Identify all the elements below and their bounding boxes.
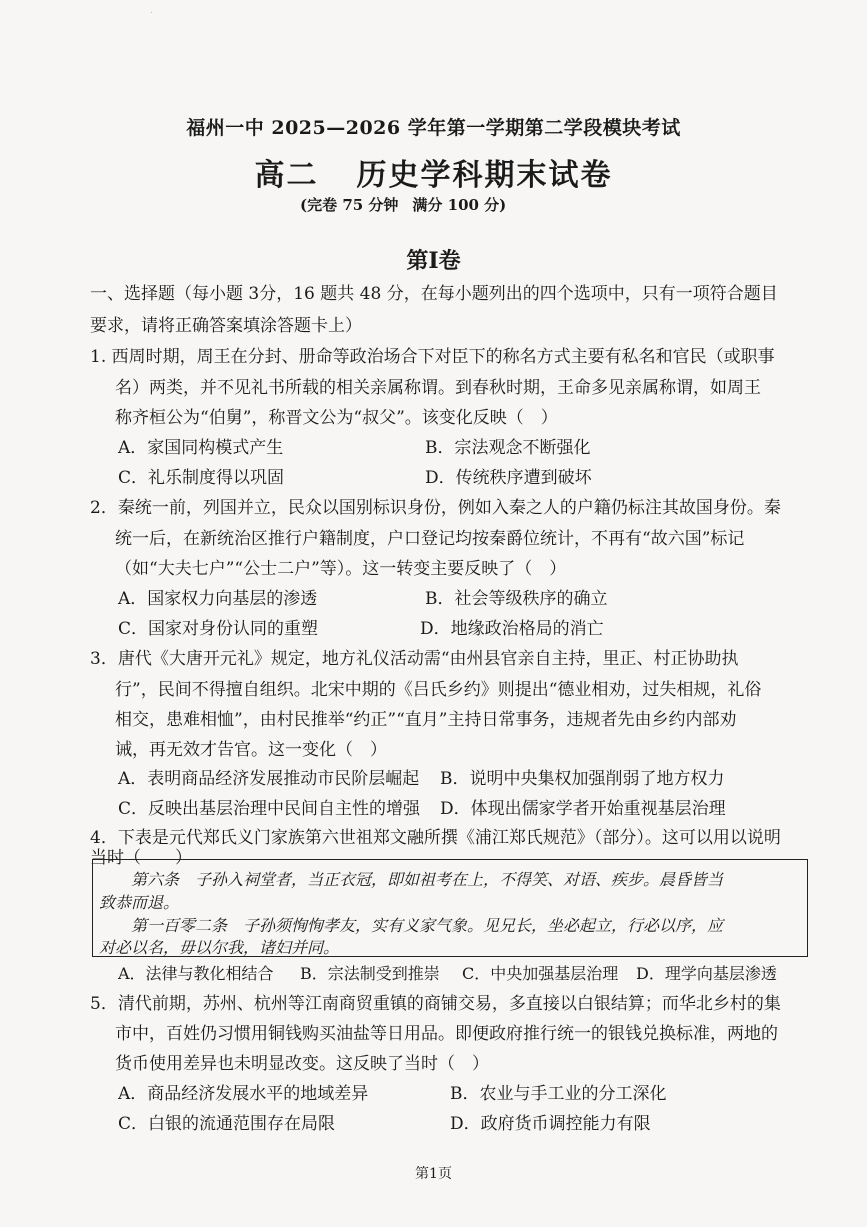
question-5-option-d[interactable]: D．政府货币调控能力有限	[450, 1114, 651, 1134]
question-5-line-2: 市中，百姓仍习惯用铜钱购买油盐等日用品。即便政府推行统一的银钱兑换标准，两地的	[115, 1024, 778, 1044]
question-1-line-1: 1. 西周时期，周王在分封、册命等政治场合下对臣下的称名方式主要有私名和官民（或职事	[90, 347, 775, 367]
volume-heading: 第Ⅰ卷	[406, 248, 461, 274]
question-5-option-b[interactable]: B．农业与手工业的分工深化	[450, 1084, 667, 1104]
question-5-line-1: 5．清代前期，苏州、杭州等江南商贸重镇的商铺交易，多直接以白银结算；而华北乡村的集	[90, 994, 781, 1014]
question-4-option-d[interactable]: D．理学向基层渗透	[636, 964, 777, 983]
question-2-option-c[interactable]: C．国家对身份认同的重塑	[118, 619, 319, 639]
question-1-option-b[interactable]: B．宗法观念不断强化	[425, 438, 591, 458]
question-3-option-b[interactable]: B．说明中央集权加强削弱了地方权力	[440, 769, 725, 789]
question-1-line-2: 名）两类，并不见礼书所载的相关亲属称谓。到春秋时期，王命多见亲属称谓，如周王	[115, 378, 761, 398]
question-4-line-1: 4．下表是元代郑氏义门家族第六世祖郑文融所撰《浦江郑氏规范》（部分）。这可以用以说明	[90, 828, 781, 848]
question-1-line-3: 称齐桓公为“伯舅”，称晋文公为“叔父”。该变化反映（ ）	[115, 408, 558, 428]
page-number: 第1页	[415, 1166, 452, 1182]
section-instruction-line-2: 要求，请将正确答案填涂答题卡上）	[90, 316, 362, 336]
question-1-option-d[interactable]: D．传统秩序遭到破坏	[425, 468, 592, 488]
question-5-option-a[interactable]: A．商品经济发展水平的地域差异	[118, 1084, 369, 1104]
regulation-line-2: 致恭而退。	[99, 893, 180, 912]
school-exam-line: 福州一中 2025—2026 学年第一学期第二学段模块考试	[186, 117, 681, 139]
question-3-option-c[interactable]: C．反映出基层治理中民间自主性的增强	[118, 799, 421, 819]
time-note: (完卷 75 分钟	[300, 196, 399, 214]
question-5-line-3: 货币使用差异也未明显改变。这反映了当时（ ）	[115, 1054, 489, 1074]
regulation-line-3: 第一百零二条 子孙须恂恂孝友，实有义家气象。见兄长，坐必起立，行必以序，应	[131, 916, 724, 935]
title-grade: 高二	[254, 158, 319, 193]
question-3-line-2: 行”，民间不得擅自组织。北宋中期的《吕氏乡约》则提出“德业相劝，过失相规，礼俗	[115, 680, 762, 700]
question-4-option-a[interactable]: A．法律与教化相结合	[118, 964, 274, 983]
question-3-option-a[interactable]: A．表明商品经济发展推动市民阶层崛起	[118, 769, 420, 789]
scan-mark: ·	[150, 8, 154, 19]
question-2-line-1: 2．秦统一前，列国并立，民众以国别标识身份，例如入秦之人的户籍仍标注其故国身份。秦	[90, 498, 781, 518]
title-subject: 历史学科期末试卷	[356, 158, 613, 193]
section-instruction-line-1: 一、选择题（每小题 3分，16 题共 48 分，在每小题列出的四个选项中，只有一项符合题目	[90, 284, 778, 304]
question-1-option-c[interactable]: C．礼乐制度得以巩固	[118, 468, 285, 488]
question-3-option-d[interactable]: D．体现出儒家学者开始重视基层治理	[440, 799, 726, 819]
regulation-line-4: 对必以名，毋以尔我，诸妇并同。	[99, 938, 340, 957]
question-3-line-1: 3．唐代《大唐开元礼》规定，地方礼仪活动需“由州县官亲自主持，里正、村正协助执	[90, 649, 739, 669]
question-4-line-2: 当时（ ）	[90, 848, 192, 868]
question-4-option-c[interactable]: C．中央加强基层治理	[462, 964, 619, 983]
question-2-option-d[interactable]: D．地缘政治格局的消亡	[420, 619, 604, 639]
question-2-line-2: 统一后，在新统治区推行户籍制度，户口登记均按秦爵位统计，不再有“故六国”标记	[115, 529, 745, 549]
exam-subtitle	[300, 194, 506, 215]
regulation-excerpt-box	[92, 859, 808, 957]
question-2-option-a[interactable]: A．国家权力向基层的渗透	[118, 589, 318, 609]
question-4-option-b[interactable]: B．宗法制受到推崇	[300, 964, 440, 983]
regulation-line-1: 第六条 子孙入祠堂者，当正衣冠，即如祖考在上，不得笑、对语、疾步。晨昏皆当	[131, 870, 724, 889]
score-note: 满分 100 分)	[412, 196, 507, 214]
question-1-option-a[interactable]: A．家国同构模式产生	[118, 438, 284, 458]
page-title	[0, 150, 867, 194]
question-2-option-b[interactable]: B．社会等级秩序的确立	[425, 589, 608, 609]
question-3-line-4: 诫，再无效才告官。这一变化（ ）	[115, 740, 387, 760]
question-3-line-3: 相交，患难相恤”，由村民推举“约正”“直月”主持日常事务，违规者先由乡约内部劝	[115, 710, 737, 730]
question-5-option-c[interactable]: C．白银的流通范围存在局限	[118, 1114, 336, 1134]
question-2-line-3: （如“大夫七户”“公士二户”等）。这一转变主要反映了（ ）	[115, 559, 567, 579]
